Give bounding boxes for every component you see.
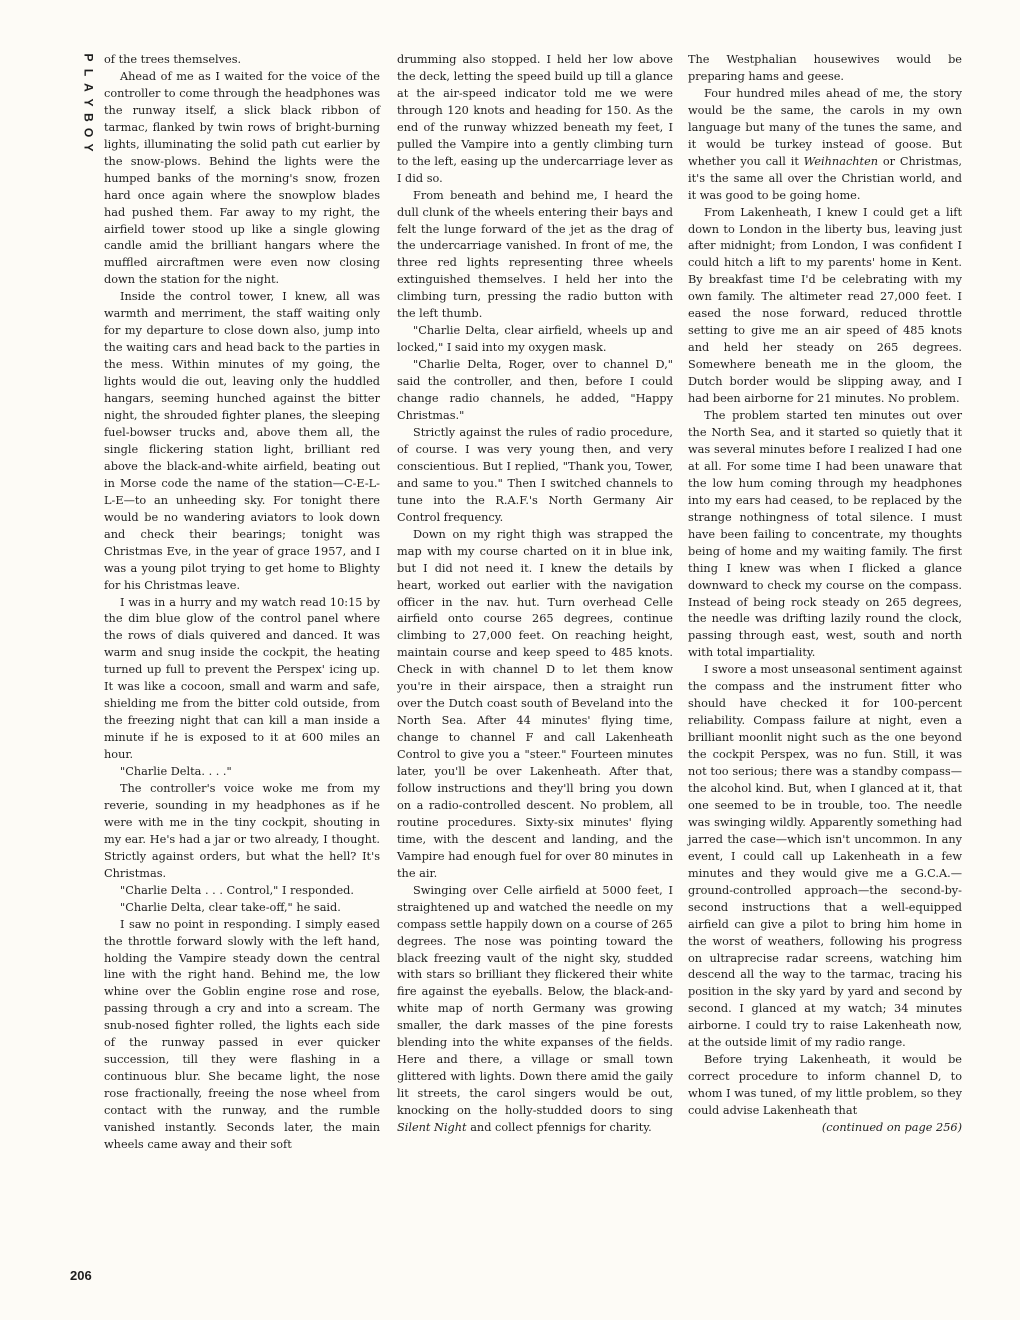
article-paragraph xyxy=(397,425,673,527)
text-column-2 xyxy=(397,52,673,1137)
article-paragraph xyxy=(397,883,673,1137)
paragraph-text: "Charlie Delta, clear airfield, wheels up and locked," I said into my oxygen mask. xyxy=(397,324,673,355)
article-paragraph xyxy=(104,917,380,1154)
italic-phrase: Silent Night xyxy=(397,1121,467,1135)
italic-phrase: Weihnachten xyxy=(803,154,879,168)
article-paragraph xyxy=(104,781,380,883)
magazine-letter: P xyxy=(81,53,96,62)
article-paragraph xyxy=(104,52,380,69)
page-number: 206 xyxy=(70,1268,92,1283)
paragraph-text-tail: and collect pfennigs for charity. xyxy=(466,1121,652,1135)
article-paragraph xyxy=(104,595,380,765)
paragraph-text: of the trees themselves. xyxy=(104,53,242,66)
paragraph-text-tail: or Christmas, it's the same all over the Christian world, and it was good to be going home. xyxy=(688,154,962,202)
magazine-letter: Y xyxy=(81,143,96,152)
paragraph-text: Four hundred miles ahead of me, the story would be the same, the carols in my own language but many of the tunes the same, and it would be turkey instead of goose. But whether you call it xyxy=(688,86,962,168)
article-paragraph xyxy=(397,52,673,188)
magazine-letter: Y xyxy=(81,98,96,107)
article-paragraph xyxy=(688,86,962,205)
paragraph-text: "Charlie Delta, clear take-off," he said. xyxy=(120,900,341,914)
article-paragraph xyxy=(688,1052,962,1120)
article-paragraph xyxy=(104,900,380,917)
text-column-3 xyxy=(688,52,962,1137)
paragraph-text: drumming also stopped. I held her low above the deck, letting the speed build up till a glance at the air-speed indicator told me we were through 120 knots and heading for 150. As the end of the runway whizzed beneath my feet, I pulled the Vampire into a gently climbing turn to the left, easing up the undercarriage lever as I did so. xyxy=(397,53,673,185)
article-paragraph xyxy=(397,188,673,324)
article-paragraph xyxy=(104,69,380,289)
paragraph-text: I was in a hurry and my watch read 10:15 by the dim blue glow of the control panel where the rows of dials quivered and danced. It was warm and snug inside the cockpit, the heating turned up full to prevent the Perspex' icing up. It was like a cocoon, small and warm and safe, shielding me from the bitter cold outside, from the freezing night that can kill a man inside a minute if he is exposed to it at 600 miles an hour. xyxy=(104,595,380,762)
magazine-letter: B xyxy=(81,113,96,122)
paragraph-text: "Charlie Delta . . . Control," I responded. xyxy=(120,883,354,897)
paragraph-text: From Lakenheath, I knew I could get a lift down to London in the liberty bus, leaving just after midnight; from London, I was confident I could hitch a lift to my parents' home in Kent. By breakfast time I'd be celebrating with my own family. The altimeter read 27,000 feet. I eased the nose forward, reduced throttle setting to give me an air speed of 485 knots and held her steady on 265 degrees. Somewhere beneath me in the gloom, the Dutch border would be slipping away, and I had been airborne for 21 minutes. No problem. xyxy=(688,205,962,406)
article-paragraph xyxy=(104,764,380,781)
paragraph-text: Inside the control tower, I knew, all was warmth and merriment, the staff waiting only for my departure to close down also, jump into the waiting cars and head back to the parties in the mess. Within minutes of my going, the lights would die out, leaving only the huddled hangars, seeming hunched against the bitter night, the shrouded fighter planes, the sleeping fuel-bowser trucks and, above them all, the single flickering station light, brilliant red above the black-and-white airfield, beating out in Morse code the name of the station—C-E-L-L-E—to an unheeding sky. For tonight there would be no wandering aviators to look down and check their bearings; tonight was Christmas Eve, in the year of grace 1957, and I was a young pilot trying to get home to Blighty for his Christmas leave. xyxy=(104,290,380,592)
paragraph-text: "Charlie Delta, Roger, over to channel D," said the controller, and then, before I could change radio channels, he added, "Happy Christmas." xyxy=(397,358,673,423)
paragraph-text: Strictly against the rules of radio procedure, of course. I was very young then, and very conscientious. But I replied, "Thank you, Tower, and same to you." Then I switched channels to tune into the R.A.F.'s North Germany Air Control frequency. xyxy=(397,425,673,524)
magazine-letter: L xyxy=(81,68,96,77)
article-paragraph xyxy=(688,408,962,662)
article-paragraph xyxy=(397,527,673,883)
paragraph-text: From beneath and behind me, I heard the dull clunk of the wheels entering their bays and felt the lunge forward of the jet as the drag of the undercarriage vanished. In front of me, the three red lights representing three wheels extinguished themselves. I held her into the climbing turn, pressing the radio button with the left thumb. xyxy=(397,188,673,321)
paragraph-text: Ahead of me as I waited for the voice of the controller to come through the headphones was the runway itself, a slick black ribbon of tarmac, flanked by twin rows of bright-burning lights, illuminating the solid path cut earlier by the snow-plows. Behind the lights were the humped banks of the morning's snow, frozen hard once again where the snowplow blades had pushed them. Far away to my right, the airfield tower stood up like a single glowing candle amid the brilliant hangars where the muffled aircraftmen were even now closing down the station for the night. xyxy=(104,69,380,287)
paragraph-text: The problem started ten minutes out over the North Sea, and it started so quietly that it was several minutes before I realized I had one at all. For some time I had been unaware that the low hum coming through my headphones into my ears had ceased, to be replaced by the strange nothingness of total silence. I must have been failing to concentrate, my thoughts being of home and my waiting family. The first thing I knew was when I flicked a glance downward to check my course on the compass. Instead of being rock steady on 265 degrees, the needle was drifting lazily round the clock, passing through east, west, south and north with total impartiality. xyxy=(688,409,962,660)
paragraph-text: Before trying Lakenheath, it would be correct procedure to inform channel D, to whom I was tuned, of my little problem, so they could advise Lakenheath that xyxy=(688,1053,962,1118)
article-paragraph xyxy=(688,52,962,86)
article-paragraph xyxy=(104,289,380,594)
magazine-letter: A xyxy=(81,83,96,92)
article-paragraph xyxy=(397,323,673,357)
paragraph-text: The controller's voice woke me from my reverie, sounding in my headphones as if he were with me in the tiny cockpit, shouting in my ear. He's had a jar or two already, I thought. Strictly against orders, but what the hell? It's Christmas. xyxy=(104,781,380,880)
paragraph-text: Down on my right thigh was strapped the map with my course charted on it in blue ink, but I did not need it. I knew the details by heart, worked out earlier with the navigation officer in the nav. hut. Turn overhead Celle airfield onto course 265 degrees, continue climbing to 27,000 feet. On reaching height, maintain course and keep speed to 485 knots. Check in with channel D to let them know you're in their airspace, then a straight run over the Dutch coast south of Beveland into the North Sea. After 44 minutes' flying time, change to channel F and call Lakenheath Control to give you a "steer." Fourteen minutes later, you'll be over Lakenheath. After that, follow instructions and they'll bring you down on a radio-controlled descent. No problem, all routine procedures. Sixty-six minutes' flying time, with the descent and landing, and the Vampire had enough fuel for over 80 minutes in the air. xyxy=(397,527,673,880)
paragraph-text: I swore a most unseasonal sentiment against the compass and the instrument fitter who should have checked it for 100-percent reliability. Compass failure at night, even a brilliant moonlit night such as the one beyond the cockpit Perspex, was no fun. Still, it was not too serious; there was a standby compass—the alcohol kind. But, when I glanced at it, that one seemed to be in trouble, too. The needle was swinging wildly. Apparently something had jarred the case—which isn't uncommon. In any event, I could call up Lakenheath in a few minutes and they would give me a G.C.A.—ground-controlled approach—the second-by-second instructions that a well-equipped airfield can give a pilot to bring him home in the worst of weathers, following his progress on ultraprecise radar screens, watching him descend all the way to the tarmac, tracing his position in the sky yard by yard and second by second. I glanced at my watch; 34 minutes airborne. I could try to raise Lakenheath now, at the outside limit of my radio range. xyxy=(688,663,962,1050)
paragraph-text: "Charlie Delta. . . ." xyxy=(120,765,232,779)
magazine-name-vertical xyxy=(80,50,94,155)
continued-note: (continued on page 256) xyxy=(821,1121,962,1135)
article-paragraph xyxy=(688,662,962,1052)
article-paragraph xyxy=(397,357,673,425)
text-column-1 xyxy=(104,52,380,1154)
article-paragraph xyxy=(104,883,380,900)
paragraph-text: The Westphalian housewives would be preparing hams and geese. xyxy=(688,53,962,83)
article-paragraph xyxy=(688,205,962,408)
magazine-letter: O xyxy=(81,127,96,138)
paragraph-text: I saw no point in responding. I simply eased the throttle forward slowly with the left hand, holding the Vampire steady down the central line with the right hand. Behind me, the low whine over the Goblin engine rose and rose, passing through a cry and into a scream. The snub-nosed fighter rolled, the lights each side of the runway passed in ever quicker succession, till they were flashing in a continuous blur. She became light, the nose rose fractionally, freeing the nose wheel from contact with the runway, and the rumble vanished instantly. Seconds later, the main wheels came away and their soft xyxy=(104,917,380,1151)
paragraph-text: Swinging over Celle airfield at 5000 feet, I straightened up and watched the needle on my compass settle happily down on a course of 265 degrees. The nose was pointing toward the black freezing vault of the night sky, studded with stars so brilliant they flickered their white fire against the eyeballs. Below, the black-and-white map of north Germany was growing smaller, the dark masses of the pine forests blending into the white expanses of the fields. Here and there, a village or small town glittered with lights. Down there amid the gaily lit streets, the carol singers would be out, knocking on the holly-studded doors to sing xyxy=(397,883,673,1118)
